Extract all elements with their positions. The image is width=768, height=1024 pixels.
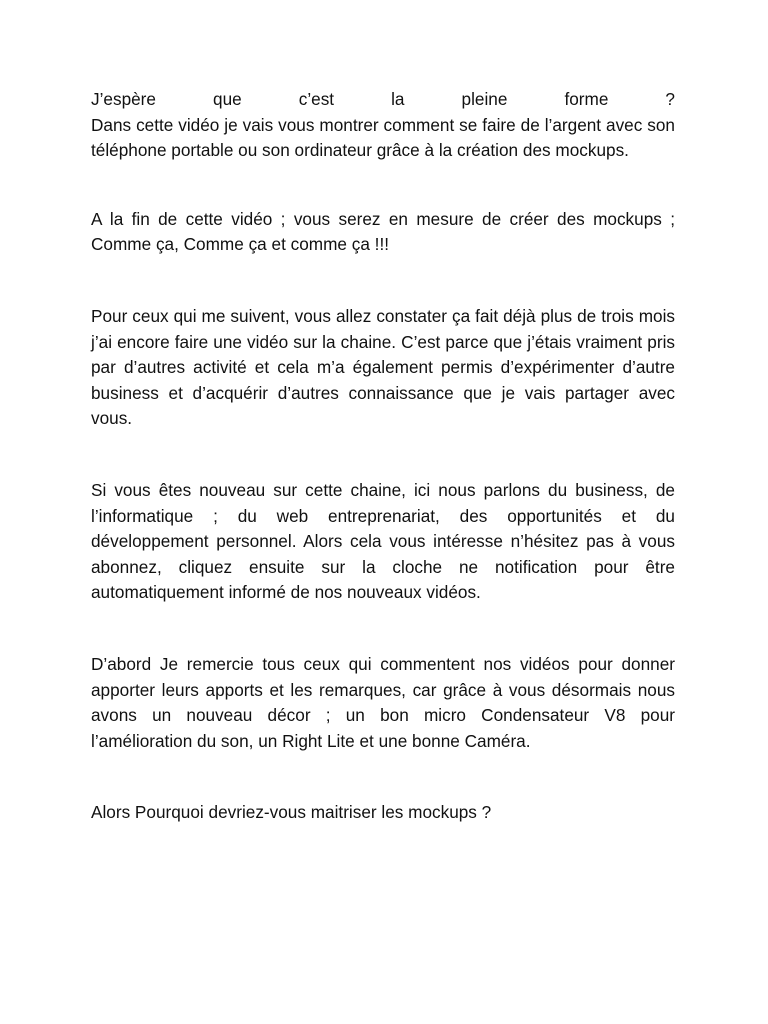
document-body	[91, 87, 675, 826]
paragraph-outcome-line-2: Comme ça, Comme ça et comme ça !!!	[91, 234, 389, 255]
paragraph-followers: Pour ceux qui me suivent, vous allez constater ça fait déjà plus de trois mois j’ai encore faire une vidéo sur la chaine. C’est parce que j’étais vraiment pris par d’autres activité et cela m’a également permis d’expérimenter d’autre business et d’acquérir d’autres connaissance que je vais partager avec vous.	[91, 305, 675, 429]
paragraph-intro	[91, 87, 675, 164]
paragraph-spacer	[91, 754, 675, 800]
paragraph-spacer	[91, 432, 675, 478]
paragraph-newcomers: Si vous êtes nouveau sur cette chaine, ici nous parlons du business, de l’informatique ; du web entreprenariat, des opportunités et du développement personnel. Alors cela vous intéresse n’hésitez pas à vous abonnez, cliquez ensuite sur la cloche ne notification pour être automatiquement informé de nos nouveaux vidéos.	[91, 479, 675, 603]
paragraph-spacer	[91, 606, 675, 652]
paragraph-intro-greeting: J’espère que c’est la pleine forme ?	[91, 89, 675, 109]
paragraph-outcome	[91, 207, 675, 258]
paragraph-spacer	[91, 258, 675, 304]
paragraph-thanks: D’abord Je remercie tous ceux qui commentent nos vidéos pour donner apporter leurs apports et les remarques, car grâce à vous désormais nous avons un nouveau décor ; un bon micro Condensateur V8 pour l’amélioration du son, un Right Lite et une bonne Caméra.	[91, 653, 675, 751]
paragraph-intro-text: Dans cette vidéo je vais vous montrer comment se faire de l’argent avec son téléphone portable ou son ordinateur grâce à la création des mockups.	[91, 114, 675, 161]
paragraph-outcome-line-1: A la fin de cette vidéo ; vous serez en mesure de créer des mockups ;	[91, 208, 675, 229]
paragraph-spacer	[91, 164, 675, 207]
paragraph-question: Alors Pourquoi devriez-vous maitriser les mockups ?	[91, 802, 492, 823]
